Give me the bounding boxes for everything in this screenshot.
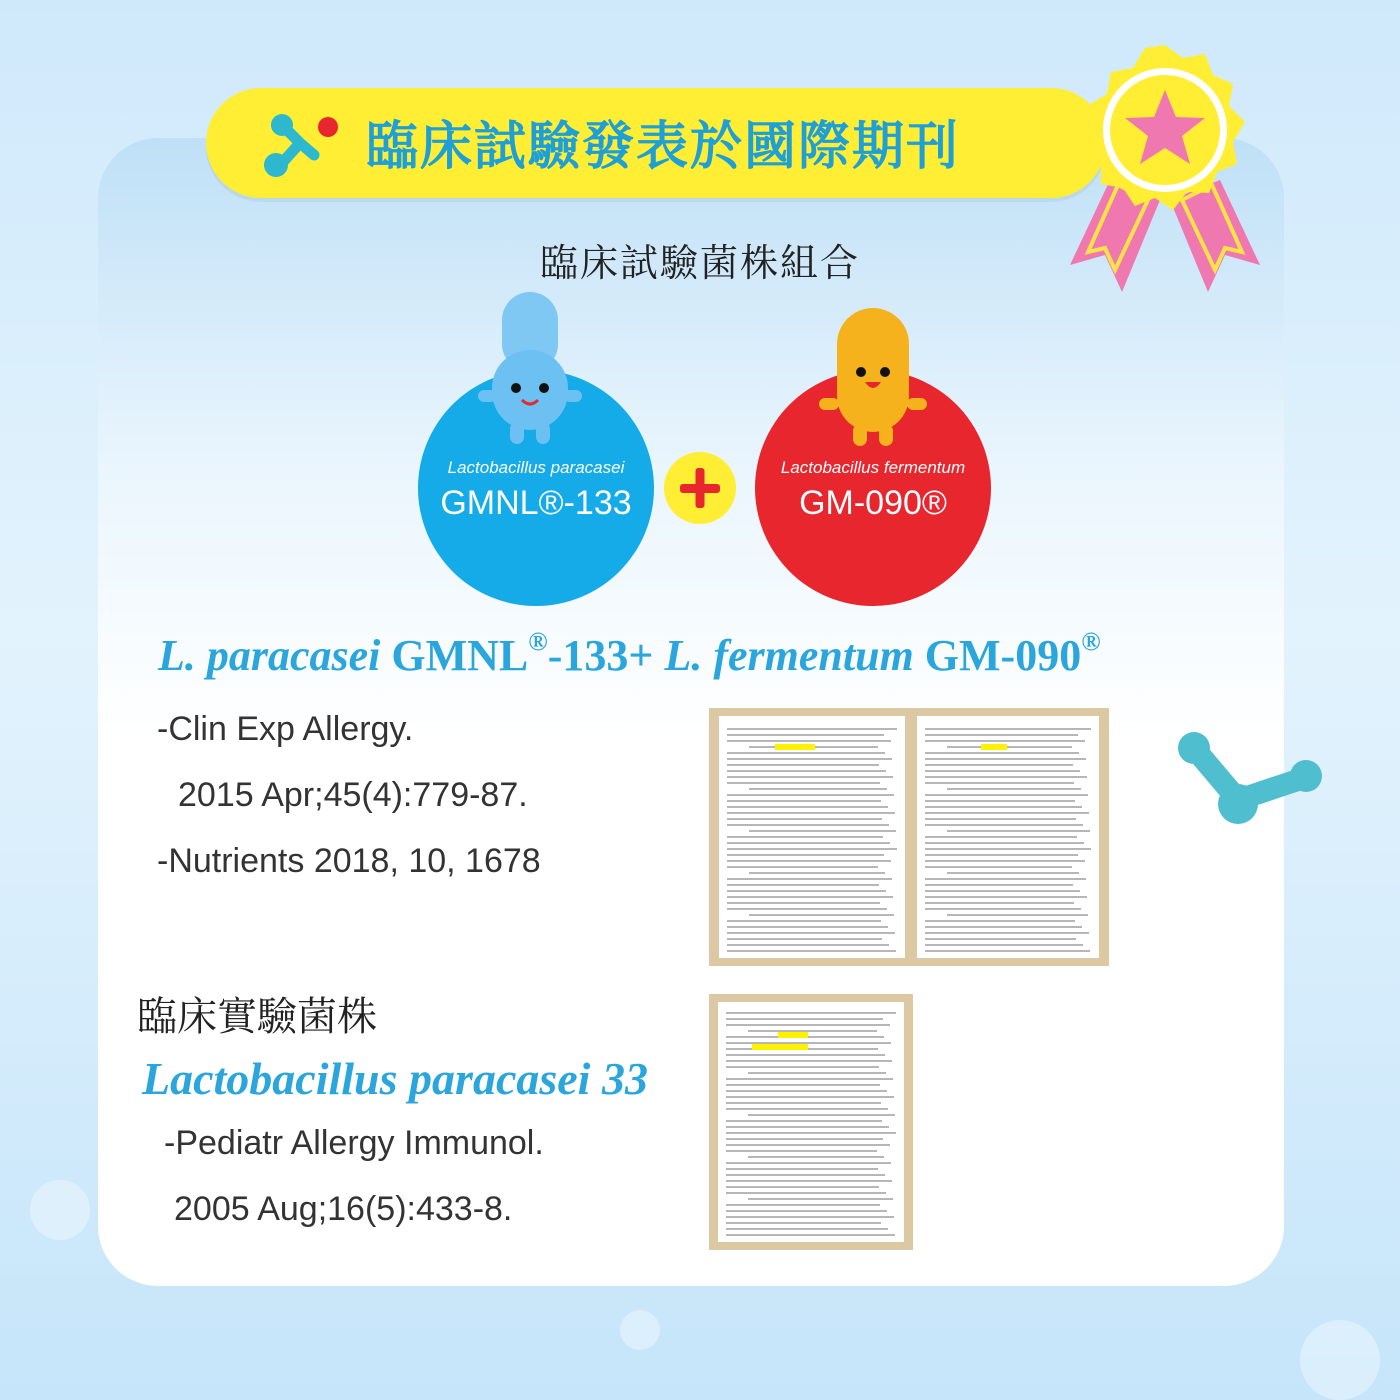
paper-text-line bbox=[727, 884, 879, 886]
paper-text-line bbox=[947, 914, 1088, 916]
paper-text-line bbox=[925, 854, 1078, 856]
combo-strain-1: GMNL bbox=[391, 631, 529, 680]
combination-subtitle: 臨床試驗菌株組合 bbox=[539, 241, 860, 285]
paper-text-line bbox=[727, 776, 893, 778]
paper-text-line bbox=[748, 1030, 877, 1032]
paper-text-line bbox=[727, 902, 880, 904]
paper-text-line bbox=[925, 806, 1082, 808]
paper-text-line bbox=[925, 734, 1078, 736]
paper-text-line bbox=[748, 1114, 895, 1116]
paper-text-line bbox=[727, 890, 886, 892]
paper-text-line bbox=[925, 938, 1076, 940]
paper-text-line bbox=[925, 926, 1082, 928]
blue-bacteria-mascot bbox=[470, 290, 590, 450]
paper-text-line bbox=[925, 794, 1088, 796]
combo-strain-1-num: -133+ bbox=[547, 631, 665, 680]
paper-text-line bbox=[925, 848, 1091, 850]
brand-molecule-icon bbox=[252, 105, 352, 185]
paper-text-line bbox=[727, 764, 879, 766]
paper-text-line bbox=[947, 830, 1090, 832]
paper-text-line bbox=[726, 1138, 883, 1140]
journal-paper-page bbox=[917, 716, 1099, 958]
strain-name-left: GMNL®-133 bbox=[440, 484, 632, 522]
paper-text-line bbox=[947, 746, 1072, 748]
paper-text-line bbox=[726, 1066, 879, 1068]
strain-name-right: GM-090® bbox=[799, 484, 947, 522]
paper-text-line bbox=[726, 1126, 889, 1128]
paper-text-line bbox=[925, 800, 1075, 802]
molecule-decoration-icon bbox=[1176, 728, 1326, 840]
paper-highlight bbox=[775, 744, 815, 750]
paper-text-line bbox=[726, 1108, 888, 1110]
paper-text-line bbox=[726, 1132, 896, 1134]
paper-text-line bbox=[726, 1096, 894, 1098]
paper-text-line bbox=[925, 890, 1080, 892]
paper-text-line bbox=[925, 740, 1085, 742]
paper-text-line bbox=[727, 854, 884, 856]
paper-text-line bbox=[726, 1216, 894, 1218]
paper-text-line bbox=[727, 926, 888, 928]
paper-text-line bbox=[925, 812, 1089, 814]
paper-text-line bbox=[727, 944, 889, 946]
single-strain-title: Lactobacillus paracasei 33 bbox=[142, 1053, 648, 1104]
paper-highlight bbox=[981, 744, 1007, 750]
paper-text-line bbox=[925, 860, 1085, 862]
paper-text-line bbox=[726, 1012, 896, 1014]
page-title: 臨床試驗發表於國際期刊 bbox=[366, 117, 961, 177]
paper-text-line bbox=[727, 848, 897, 850]
paper-text-line bbox=[727, 896, 893, 898]
background-bubble bbox=[620, 1310, 660, 1350]
orange-bacteria-mascot bbox=[813, 302, 933, 452]
paper-highlight bbox=[778, 1032, 808, 1038]
paper-text-line bbox=[727, 860, 891, 862]
paper-text-line bbox=[726, 1174, 885, 1176]
paper-text-line bbox=[726, 1222, 881, 1224]
paper-text-line bbox=[726, 1186, 879, 1188]
paper-text-line bbox=[925, 818, 1076, 820]
paper-text-line bbox=[727, 836, 883, 838]
paper-text-line bbox=[727, 758, 892, 760]
paper-text-line bbox=[925, 920, 1075, 922]
paper-text-line bbox=[925, 896, 1087, 898]
paper-text-line bbox=[925, 770, 1080, 772]
combo-genus-2: L. fermentum bbox=[664, 631, 914, 680]
paper-text-line bbox=[727, 908, 887, 910]
paper-text-line bbox=[748, 1156, 884, 1158]
paper-text-line bbox=[726, 1102, 881, 1104]
background-bubble bbox=[1300, 1320, 1380, 1400]
strain-species-left: Lactobacillus paracasei bbox=[447, 458, 625, 477]
strain-species-right: Lactobacillus fermentum bbox=[780, 458, 966, 477]
paper-text-line bbox=[727, 818, 882, 820]
paper-text-line bbox=[727, 806, 888, 808]
paper-text-line bbox=[726, 1018, 883, 1020]
paper-text-line bbox=[727, 932, 895, 934]
paper-text-line bbox=[925, 728, 1091, 730]
paper-text-line bbox=[726, 1228, 888, 1230]
paper-text-line bbox=[726, 1234, 895, 1236]
paper-text-line bbox=[749, 830, 896, 832]
combo-reg-2: ® bbox=[1081, 627, 1101, 657]
paper-text-line bbox=[727, 842, 890, 844]
reference-line: 2015 Apr;45(4):779-87. bbox=[178, 776, 528, 814]
journal-paper-page bbox=[718, 1002, 904, 1242]
paper-text-line bbox=[726, 1150, 877, 1152]
paper-text-line bbox=[726, 1144, 890, 1146]
paper-text-line bbox=[925, 932, 1089, 934]
paper-text-line bbox=[925, 902, 1074, 904]
paper-text-line bbox=[726, 1192, 886, 1194]
paper-text-line bbox=[727, 800, 881, 802]
paper-text-line bbox=[727, 734, 884, 736]
combo-genus-1: L. paracasei bbox=[158, 631, 381, 680]
paper-text-line bbox=[925, 764, 1073, 766]
paper-text-line bbox=[726, 1084, 880, 1086]
paper-text-line bbox=[925, 758, 1086, 760]
paper-text-line bbox=[925, 884, 1073, 886]
paper-text-line bbox=[726, 1168, 878, 1170]
paper-text-line bbox=[726, 1024, 890, 1026]
paper-text-line bbox=[749, 788, 887, 790]
paper-text-line bbox=[727, 878, 892, 880]
plus-icon bbox=[664, 452, 736, 524]
reference-line: -Clin Exp Allergy. bbox=[157, 710, 414, 748]
paper-text-line bbox=[727, 770, 886, 772]
paper-text-line bbox=[727, 728, 897, 730]
paper-text-line bbox=[726, 1204, 880, 1206]
paper-text-line bbox=[727, 920, 881, 922]
paper-text-line bbox=[925, 752, 1079, 754]
paper-text-line bbox=[726, 1054, 885, 1056]
paper-text-line bbox=[727, 794, 894, 796]
paper-text-line bbox=[726, 1042, 891, 1044]
paper-text-line bbox=[947, 788, 1081, 790]
paper-text-line bbox=[727, 866, 878, 868]
paper-text-line bbox=[749, 872, 885, 874]
paper-text-line bbox=[726, 1210, 887, 1212]
paper-text-line bbox=[749, 914, 894, 916]
paper-text-line bbox=[925, 950, 1090, 952]
paper-text-line bbox=[726, 1120, 882, 1122]
combo-strain-2: GM-090 bbox=[913, 631, 1082, 680]
paper-text-line bbox=[727, 752, 885, 754]
paper-text-line bbox=[925, 908, 1081, 910]
paper-text-line bbox=[726, 1060, 892, 1062]
combo-reg-1: ® bbox=[528, 627, 548, 657]
paper-text-line bbox=[727, 950, 896, 952]
paper-text-line bbox=[727, 812, 895, 814]
reference-line: 2005 Aug;16(5):433-8. bbox=[174, 1190, 513, 1228]
paper-text-line bbox=[925, 866, 1072, 868]
paper-text-line bbox=[925, 782, 1074, 784]
paper-text-line bbox=[726, 1162, 891, 1164]
paper-text-line bbox=[947, 872, 1079, 874]
paper-text-line bbox=[726, 1090, 887, 1092]
paper-text-line bbox=[748, 1072, 886, 1074]
paper-text-line bbox=[925, 944, 1083, 946]
paper-text-line bbox=[727, 938, 882, 940]
paper-text-line bbox=[726, 1078, 893, 1080]
paper-text-line bbox=[925, 878, 1086, 880]
paper-text-line bbox=[726, 1180, 892, 1182]
journal-paper-page bbox=[719, 716, 905, 958]
paper-text-line bbox=[925, 776, 1087, 778]
combination-title bbox=[158, 627, 1101, 681]
paper-text-line bbox=[727, 740, 891, 742]
paper-text-line bbox=[748, 1198, 893, 1200]
single-strain-label: 臨床實驗菌株 bbox=[137, 994, 377, 1040]
paper-text-line bbox=[925, 842, 1084, 844]
reference-line: -Pediatr Allergy Immunol. bbox=[164, 1124, 544, 1162]
reference-line: -Nutrients 2018, 10, 1678 bbox=[157, 842, 541, 880]
background-bubble bbox=[30, 1180, 90, 1240]
paper-text-line bbox=[727, 782, 880, 784]
paper-text-line bbox=[727, 824, 889, 826]
paper-text-line bbox=[925, 836, 1077, 838]
paper-text-line bbox=[925, 824, 1083, 826]
paper-highlight bbox=[752, 1044, 808, 1050]
